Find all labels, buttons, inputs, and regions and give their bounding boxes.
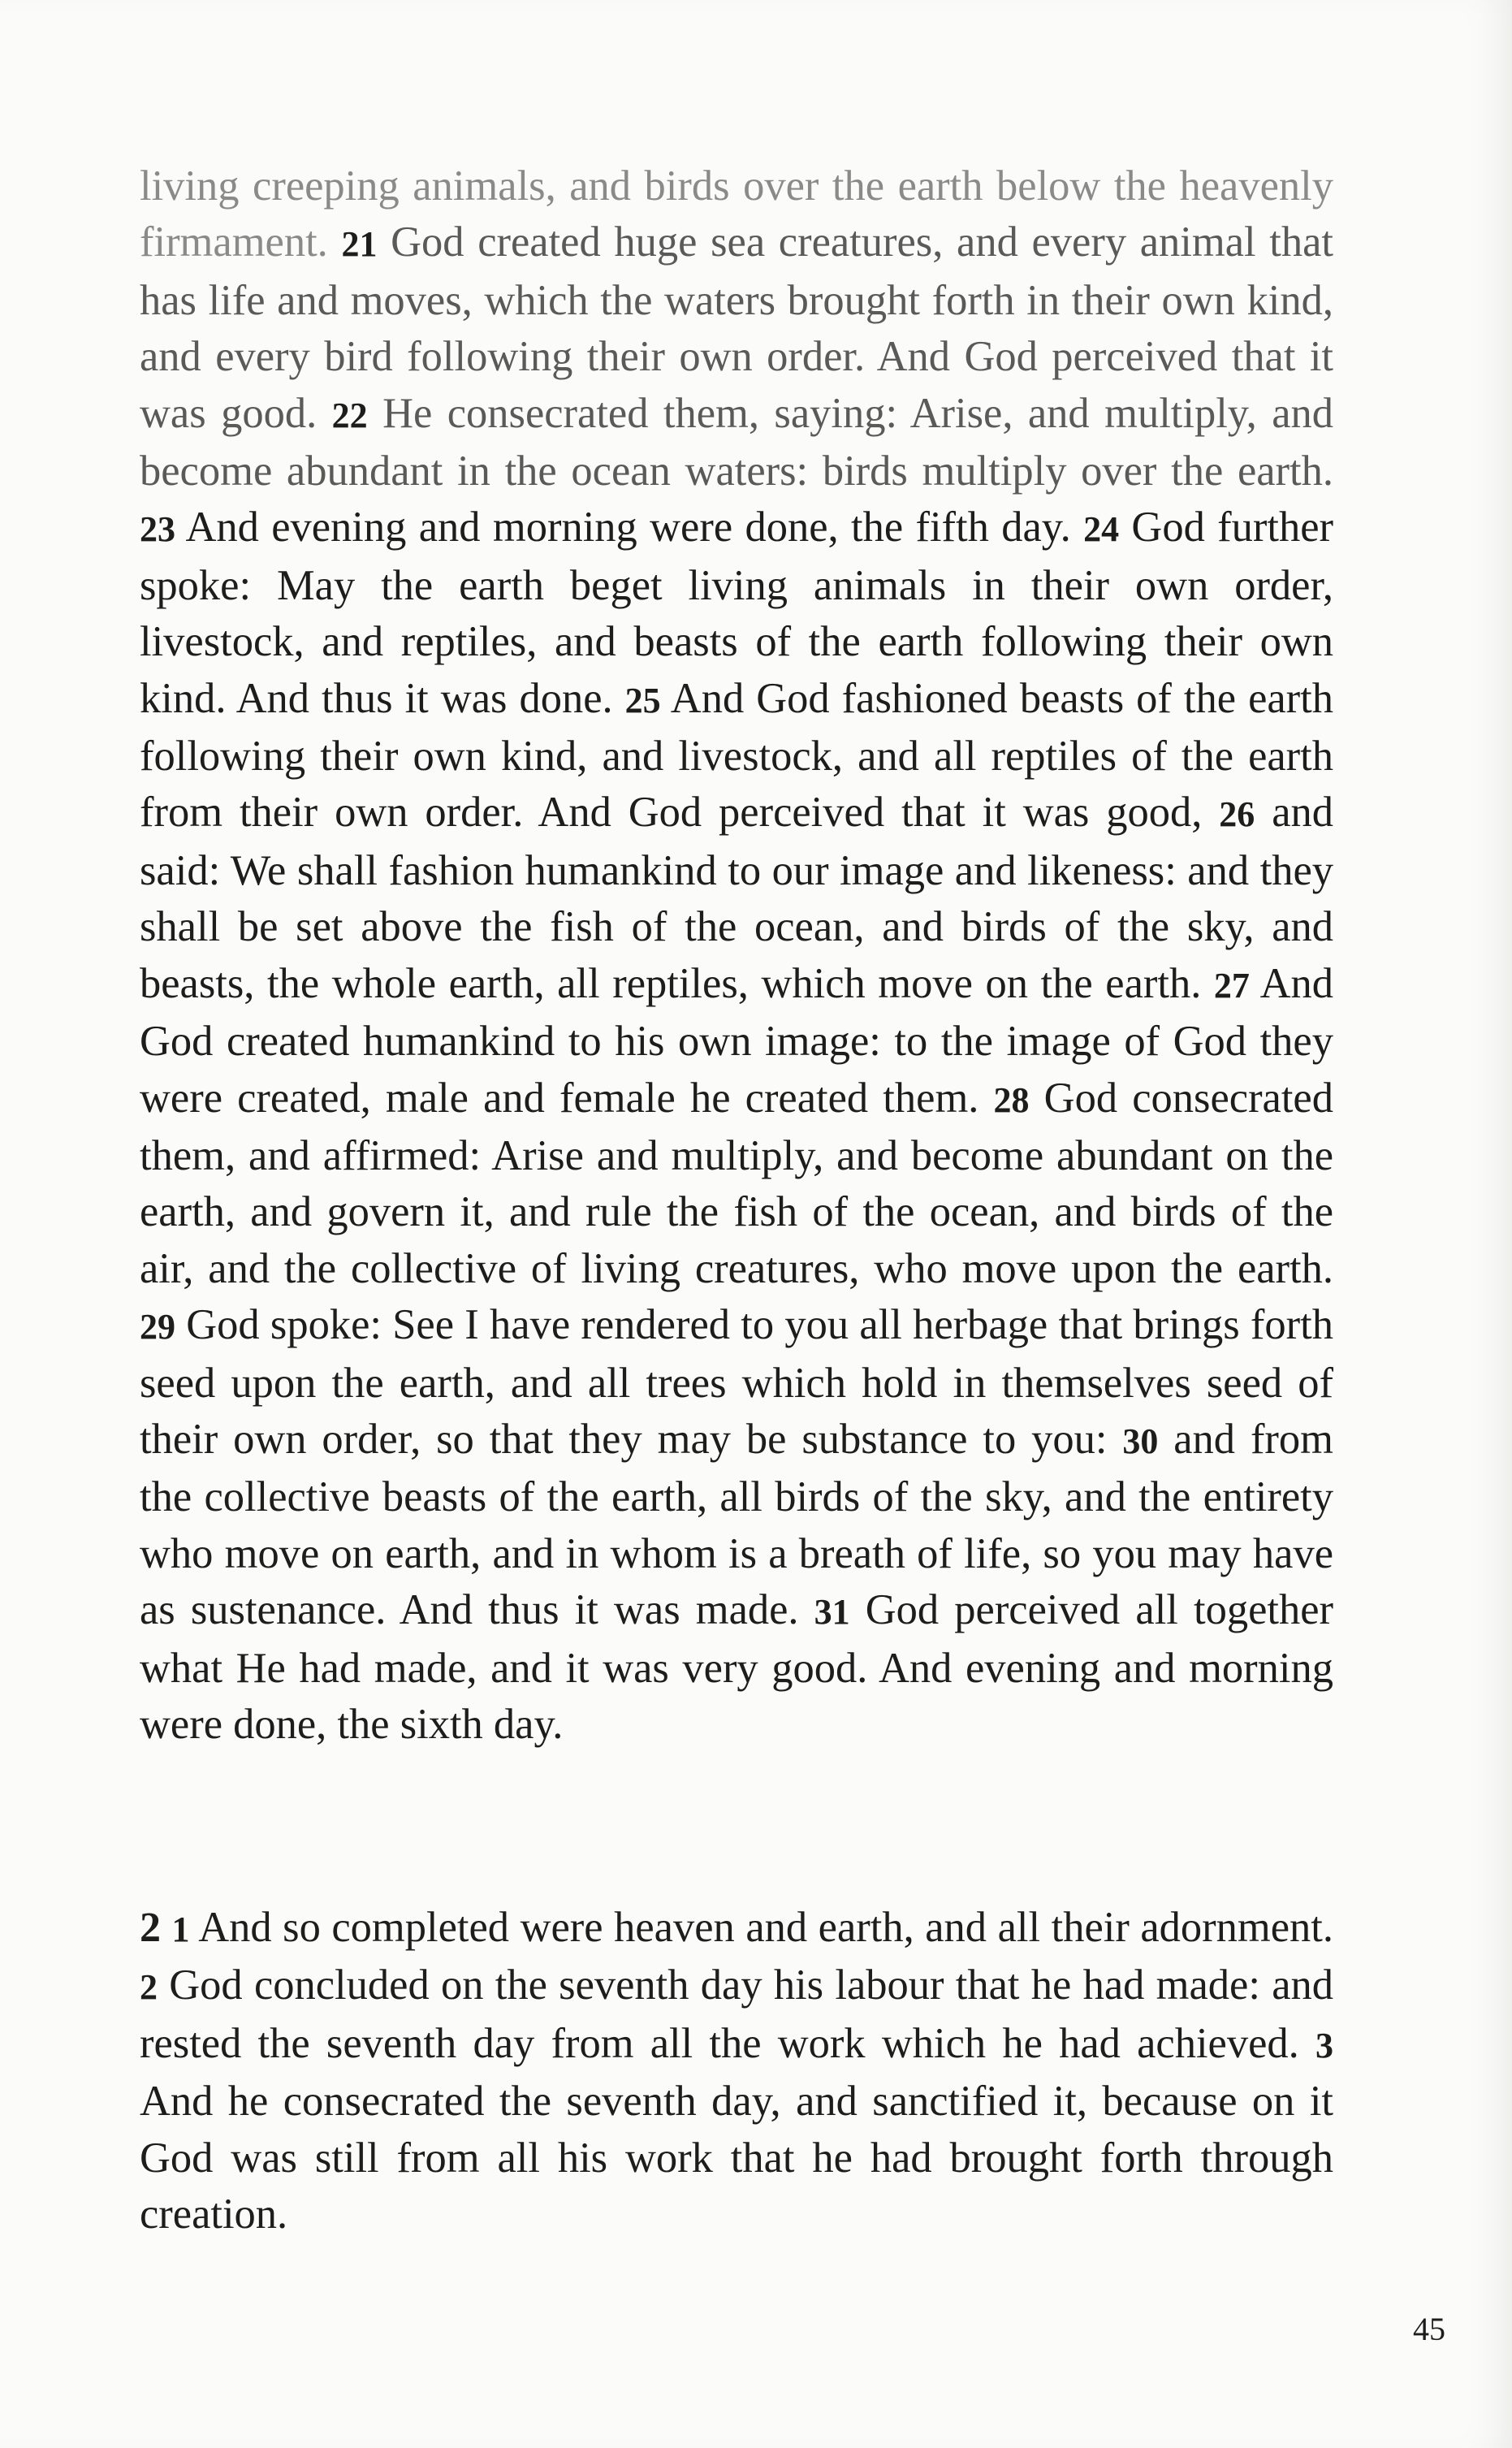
verse-text: He consecrated them, saying: Arise, and multiply, and become abundant in the ocean waters: birds multiply over the earth. [140, 389, 1333, 495]
chapter-number: 2 [140, 1905, 161, 1951]
verse-text: And so completed were heaven and earth, and all their adornment. [189, 1904, 1333, 1951]
verse-text: and said: We shall fashion humankind to our image and likeness: and they shall be set above the fish of the ocean, and birds of the sky, and beasts, the whole earth, all reptiles, which move on the earth. [140, 789, 1333, 1007]
verse-number: 30 [1122, 1421, 1159, 1461]
verse-number: 24 [1083, 509, 1120, 550]
verse-text: And evening and morning were done, the fifth day. [175, 504, 1084, 551]
verse-number: 27 [1213, 965, 1250, 1006]
verse-number: 21 [341, 224, 378, 265]
verse-text: God further spoke: May the earth beget living animals in their own order, livestock, and reptiles, and beasts of the earth following their own kind. And thus it was done. [140, 504, 1333, 722]
verse-text: God created huge sea creatures, and every animal that has life and moves, which the waters brought forth in their own kind, and every bird following their own order. And God perceived that it was good. [140, 218, 1333, 437]
verse-number: 3 [1315, 2025, 1333, 2065]
verse-text: God perceived all together what He had made, and it was very good. And evening and morning were done, the sixth day. [140, 1586, 1333, 1748]
verse-text: And God created humankind to his own image: to the image of God they were created, male and female he created them. [140, 959, 1333, 1122]
verse-text [161, 1904, 172, 1951]
body-paragraph-genesis-1 [140, 158, 1333, 1753]
verse-text: God consecrated them, and affirmed: Arise and multiply, and become abundant on the earth, and govern it, and rule the fish of the ocean, and birds of the air, and the collective of living creatures, who move upon the earth. [140, 1074, 1333, 1292]
verse-number: 25 [624, 680, 661, 720]
verse-number: 1 [171, 1910, 190, 1949]
verse-number: 31 [814, 1592, 850, 1633]
verse-number: 2 [140, 1967, 158, 2008]
verse-number: 23 [140, 509, 175, 550]
verse-number: 28 [993, 1079, 1030, 1120]
verse-text: God concluded on the seventh day his labour that he had made: and rested the seventh day from all the work which he had achieved. [140, 1961, 1333, 2067]
body-paragraph-genesis-2 [140, 1900, 1333, 2243]
verse-text: living creeping animals, and birds over the earth below the heavenly firmament. [140, 162, 1333, 266]
verse-text: And God fashioned beasts of the earth following their own kind, and livestock, and all reptiles of the earth from their own order. And God perceived that it was good, [140, 674, 1333, 837]
verse-number: 26 [1219, 794, 1255, 835]
verse-text: God spoke: See I have rendered to you all herbage that brings forth seed upon the earth, and all trees which hold in themselves seed of their own order, so that they may be substance to you: [140, 1301, 1333, 1463]
page-number: 45 [1413, 2311, 1445, 2347]
verse-number: 29 [140, 1307, 175, 1347]
verse-text: And he consecrated the seventh day, and sanctified it, because on it God was still from all his work that he had brought forth through creation. [140, 2078, 1333, 2238]
verse-number: 22 [331, 395, 368, 435]
verse-text: and from the collective beasts of the earth, all birds of the sky, and the entirety who move on earth, and in whom is a breath of life, so you may have as sustenance. And thus it was made. [140, 1415, 1334, 1634]
